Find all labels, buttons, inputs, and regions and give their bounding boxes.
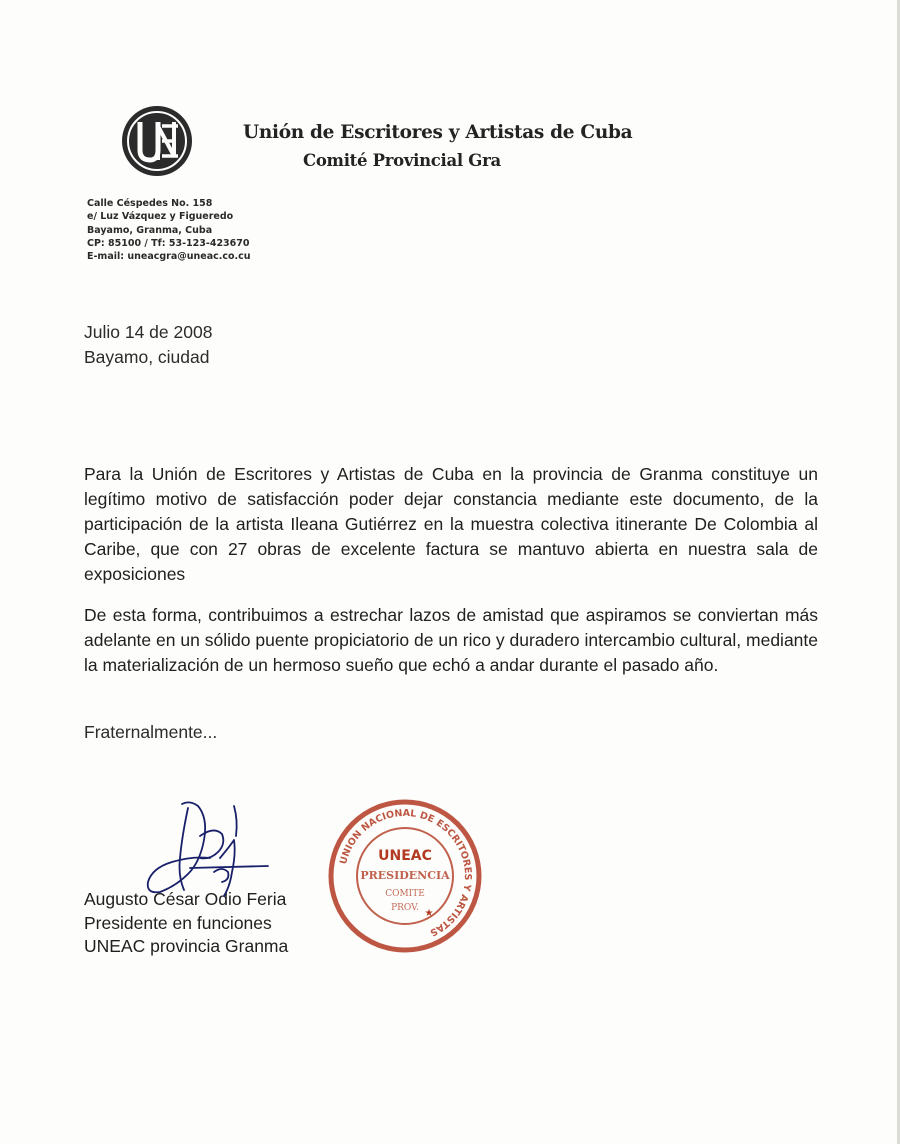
- stamp-star-icon: ★: [424, 908, 434, 919]
- stamp-center-mid: PRESIDENCIA: [360, 869, 450, 882]
- handwritten-signature: [130, 796, 270, 908]
- closing: Fraternalmente...: [84, 722, 218, 742]
- uneac-stamp: [325, 796, 485, 956]
- stamp-center-top: UNEAC: [378, 848, 432, 864]
- organization-name: Unión de Escritores y Artistas de Cuba: [243, 122, 633, 143]
- body-paragraph-2: De esta forma, contribuimos a estrechar lazos de amistad que aspiramos se conviertan más adelante en un sólido puente propiciatorio de un rico y duradero intercambio cultural, mediante la materialización de un hermoso sueño que echó a andar durante el pasado año.: [84, 605, 818, 675]
- committee-name: Comité Provincial Gra: [303, 151, 501, 170]
- signer-name: Augusto César Odio Feria: [84, 889, 287, 909]
- signer-org: UNEAC provincia Granma: [84, 936, 289, 956]
- letter-date: Julio 14 de 2008: [84, 322, 213, 342]
- address-line: e/ Luz Vázquez y Figueredo: [87, 211, 234, 223]
- address-block: [87, 197, 251, 263]
- stamp-center-bottom: PROV.: [391, 903, 419, 913]
- address-line: Calle Céspedes No. 158: [87, 198, 213, 209]
- date-block: [84, 320, 212, 370]
- uneac-logo-icon: [120, 104, 194, 178]
- signer-role: Presidente en funciones: [84, 912, 272, 933]
- address-line: CP: 85100 / Tf: 53-123-423670: [87, 237, 250, 249]
- body-paragraph-1: Para la Unión de Escritores y Artistas de Cuba en la provincia de Granma constituye un legítimo motivo de satisfacción poder dejar constancia mediante este documento, de la participación de la artista Ileana Gutiérrez en la muestra colectiva itinerante De Colombia al Caribe, que con 27 obras de excelente factura se mantuvo abierta en nuestra sala de exposiciones: [84, 464, 818, 584]
- address-line: Bayamo, Granma, Cuba: [87, 224, 213, 236]
- letter-place: Bayamo, ciudad: [84, 347, 210, 367]
- email-line: E-mail: uneacgra@uneac.co.cu: [87, 251, 251, 263]
- stamp-center-low: COMITE: [385, 889, 425, 899]
- stamp-ring-text: UNION NACIONAL DE ESCRITORES Y ARTISTAS: [338, 807, 474, 939]
